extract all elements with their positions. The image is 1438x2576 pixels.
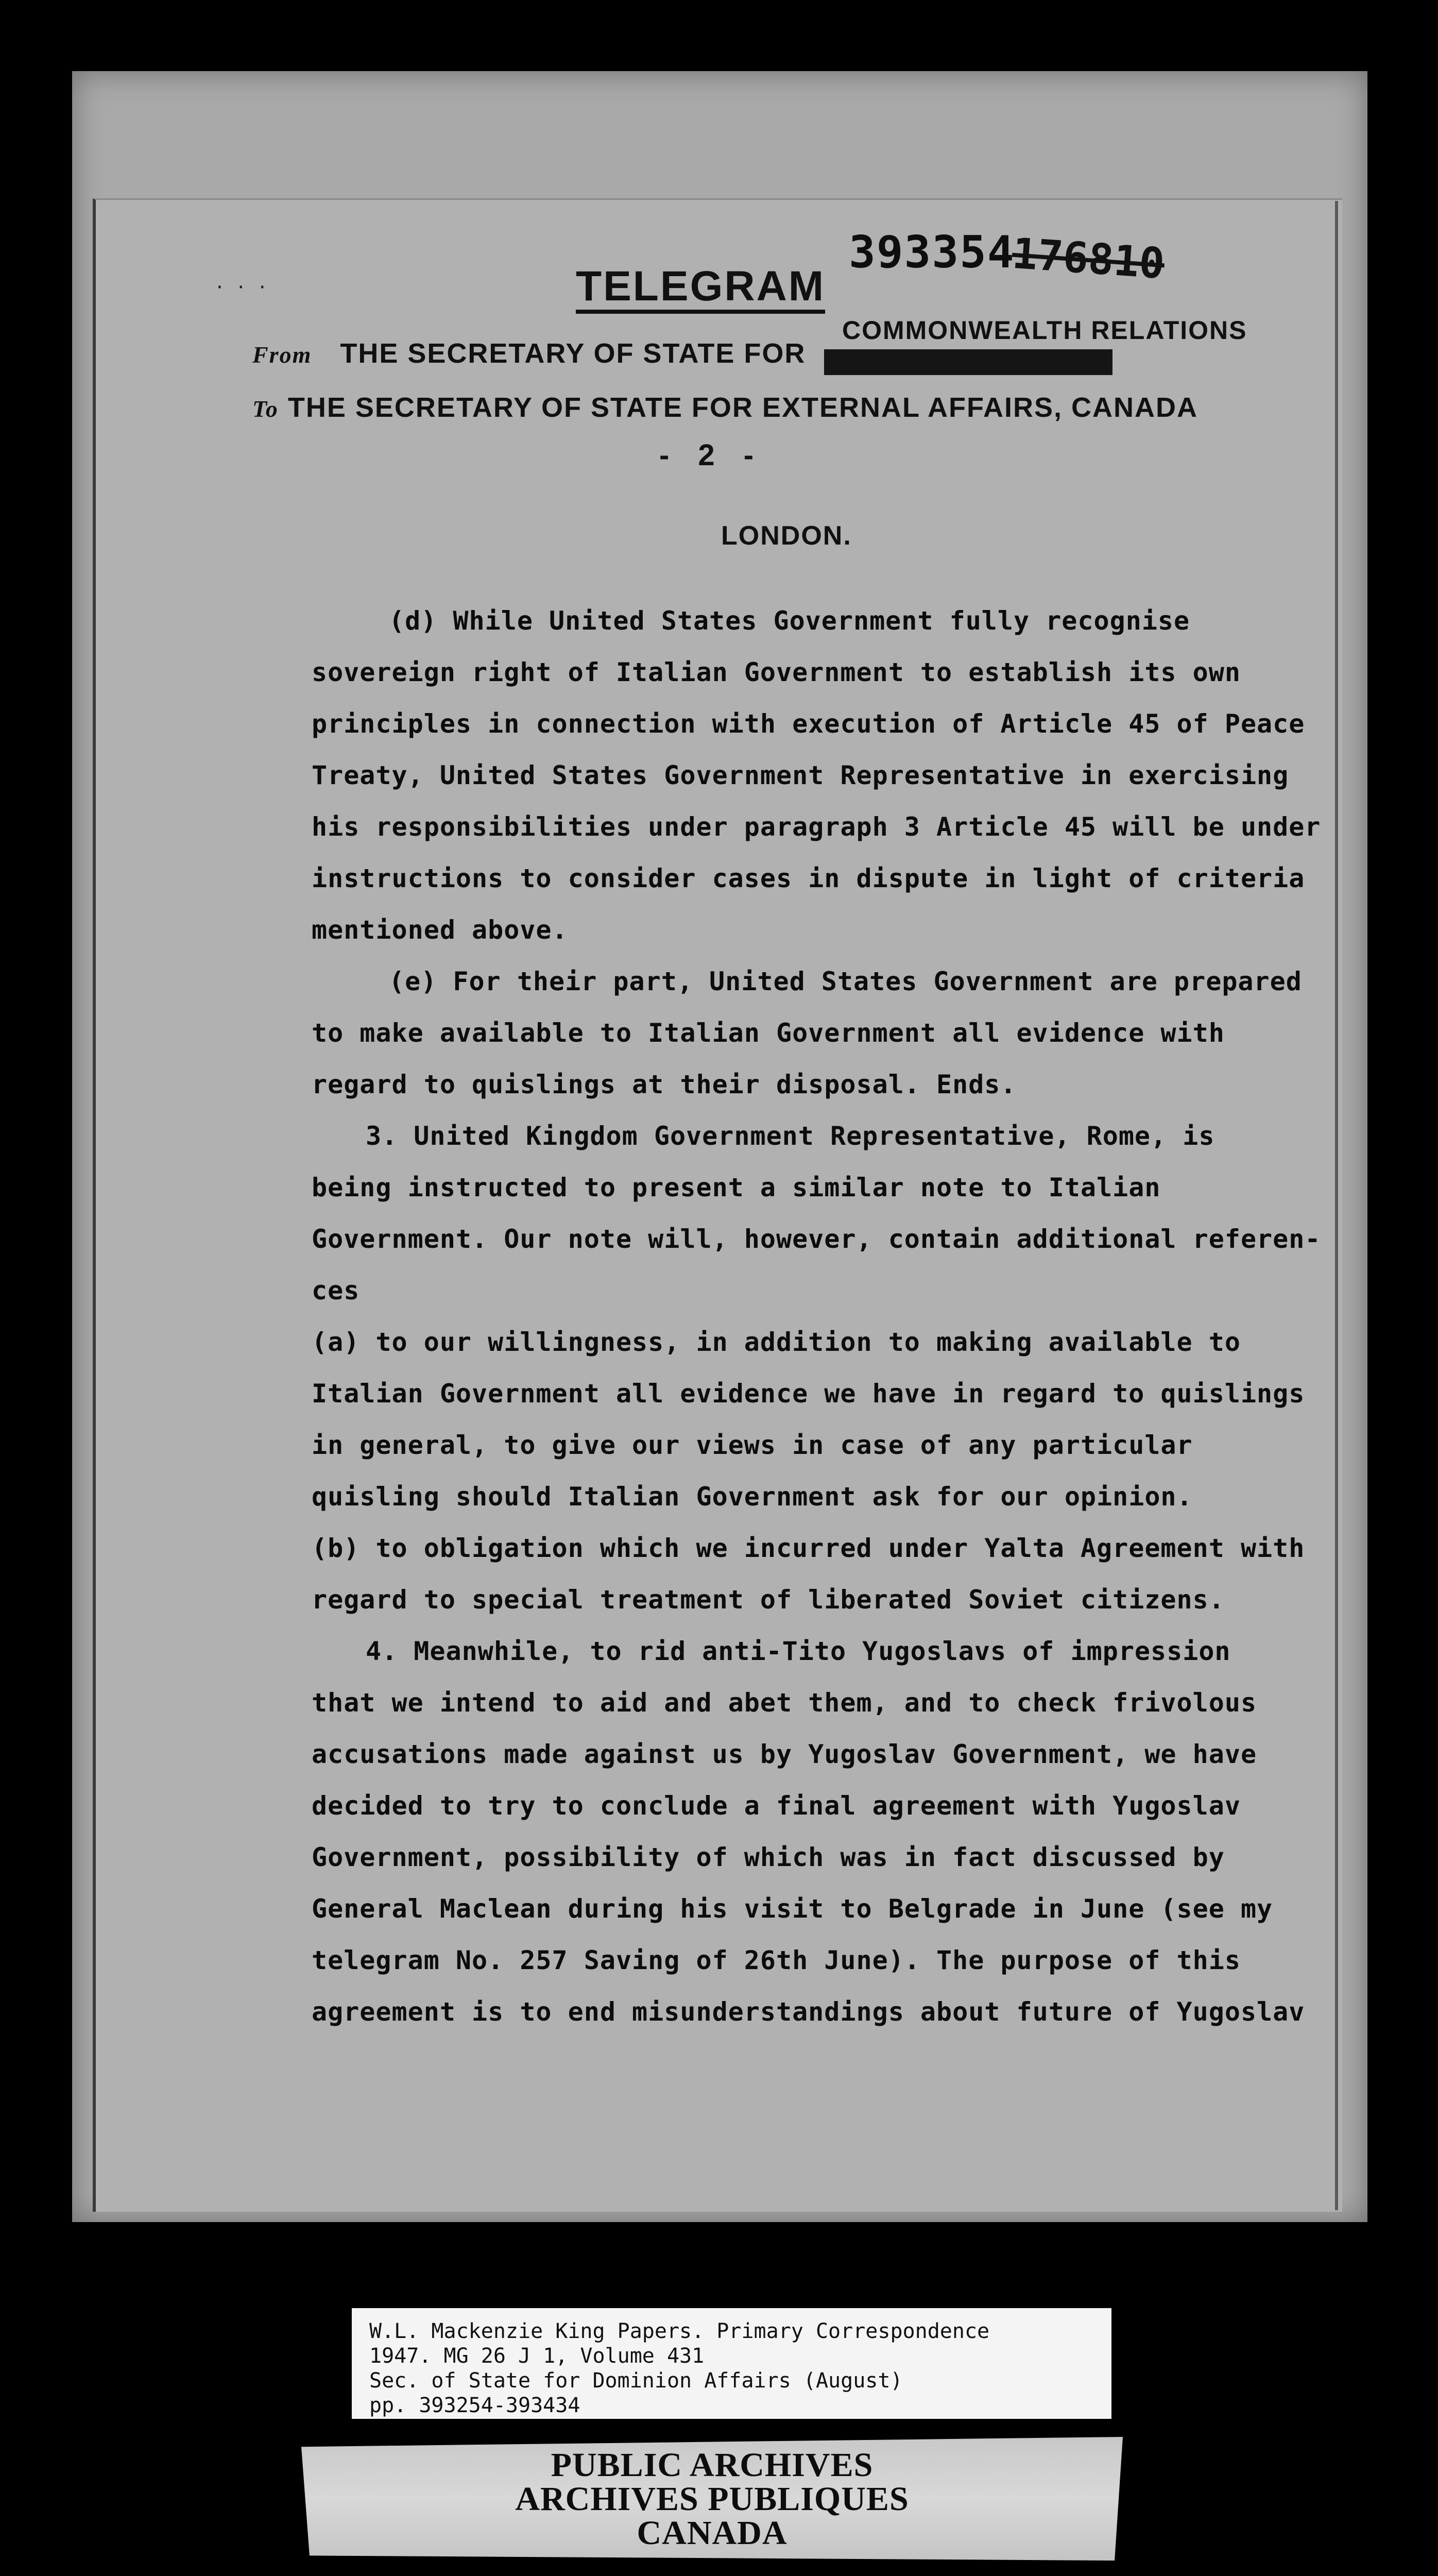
- body-line: accusations made against us by Yugoslav Government, we have: [312, 1739, 1257, 1769]
- telegram-title: TELEGRAM: [576, 265, 825, 314]
- from-line: [252, 337, 806, 369]
- body-line: Italian Government all evidence we have in regard to quislings: [312, 1379, 1305, 1409]
- body-line: that we intend to aid and abet them, and to check frivolous: [312, 1688, 1257, 1718]
- body-line: regard to quislings at their disposal. Ends.: [312, 1070, 1017, 1099]
- body-line: 3. United Kingdom Government Representative, Rome, is: [366, 1121, 1215, 1151]
- body-line: Government. Our note will, however, contain additional referen-: [312, 1224, 1321, 1254]
- from-text: THE SECRETARY OF STATE FOR: [340, 338, 806, 369]
- from-prefix: From: [252, 342, 312, 368]
- body-line: regard to special treatment of liberated Soviet citizens.: [312, 1585, 1225, 1615]
- body-line: agreement is to end misunderstandings about future of Yugoslav: [312, 1997, 1305, 2027]
- stamp-line: ARCHIVES PUBLIQUES: [515, 2480, 909, 2518]
- body-line: (b) to obligation which we incurred under Yalta Agreement with: [312, 1533, 1305, 1563]
- body-line: (d) While United States Government fully recognise: [389, 606, 1190, 636]
- body-line: principles in connection with execution of Article 45 of Peace: [312, 709, 1305, 739]
- page-number: - 2 -: [659, 438, 764, 472]
- body-line: 4. Meanwhile, to rid anti-Tito Yugoslavs of impression: [366, 1636, 1231, 1666]
- stamp-line: PUBLIC ARCHIVES: [551, 2446, 874, 2484]
- redaction-bar: [824, 349, 1112, 375]
- to-line: [252, 392, 1198, 423]
- stray-mark: · · ·: [216, 276, 270, 299]
- body-line: (e) For their part, United States Government are prepared: [389, 967, 1302, 996]
- archive-label-line: pp. 393254-393434: [369, 2394, 580, 2417]
- body-line: quisling should Italian Government ask for our opinion.: [312, 1482, 1193, 1512]
- body-line: his responsibilities under paragraph 3 Article 45 will be under: [312, 812, 1321, 842]
- to-text: THE SECRETARY OF STATE FOR EXTERNAL AFFAIRS, CANADA: [287, 392, 1198, 423]
- body-line: in general, to give our views in case of any particular: [312, 1430, 1193, 1460]
- telegram-body: [312, 595, 1342, 2038]
- body-line: ces: [312, 1276, 360, 1306]
- body-line: to make available to Italian Government all evidence with: [312, 1018, 1225, 1048]
- body-line: being instructed to present a similar note to Italian: [312, 1173, 1161, 1202]
- struck-document-number: 176810: [1011, 229, 1167, 289]
- document-number: 393354: [849, 227, 1015, 278]
- body-line: Treaty, United States Government Representative in exercising: [312, 760, 1289, 790]
- body-line: telegram No. 257 Saving of 26th June). The purpose of this: [312, 1945, 1241, 1975]
- to-prefix: To: [252, 396, 279, 422]
- archive-label-line: 1947. MG 26 J 1, Volume 431: [369, 2344, 705, 2368]
- department-label: COMMONWEALTH RELATIONS: [842, 316, 1247, 345]
- place-of-origin: LONDON.: [721, 521, 852, 551]
- body-line: (a) to our willingness, in addition to making available to: [312, 1327, 1241, 1357]
- body-line: instructions to consider cases in dispute in light of criteria: [312, 863, 1305, 893]
- stamp-line: CANADA: [637, 2514, 788, 2552]
- body-line: decided to try to conclude a final agreement with Yugoslav: [312, 1791, 1241, 1821]
- body-line: General Maclean during his visit to Belgrade in June (see my: [312, 1894, 1273, 1924]
- body-line: mentioned above.: [312, 915, 568, 945]
- archive-label-line: Sec. of State for Dominion Affairs (August): [369, 2369, 903, 2393]
- archive-label-line: W.L. Mackenzie King Papers. Primary Correspondence: [369, 2319, 990, 2343]
- body-line: Government, possibility of which was in fact discussed by: [312, 1842, 1225, 1872]
- body-line: sovereign right of Italian Government to establish its own: [312, 657, 1241, 687]
